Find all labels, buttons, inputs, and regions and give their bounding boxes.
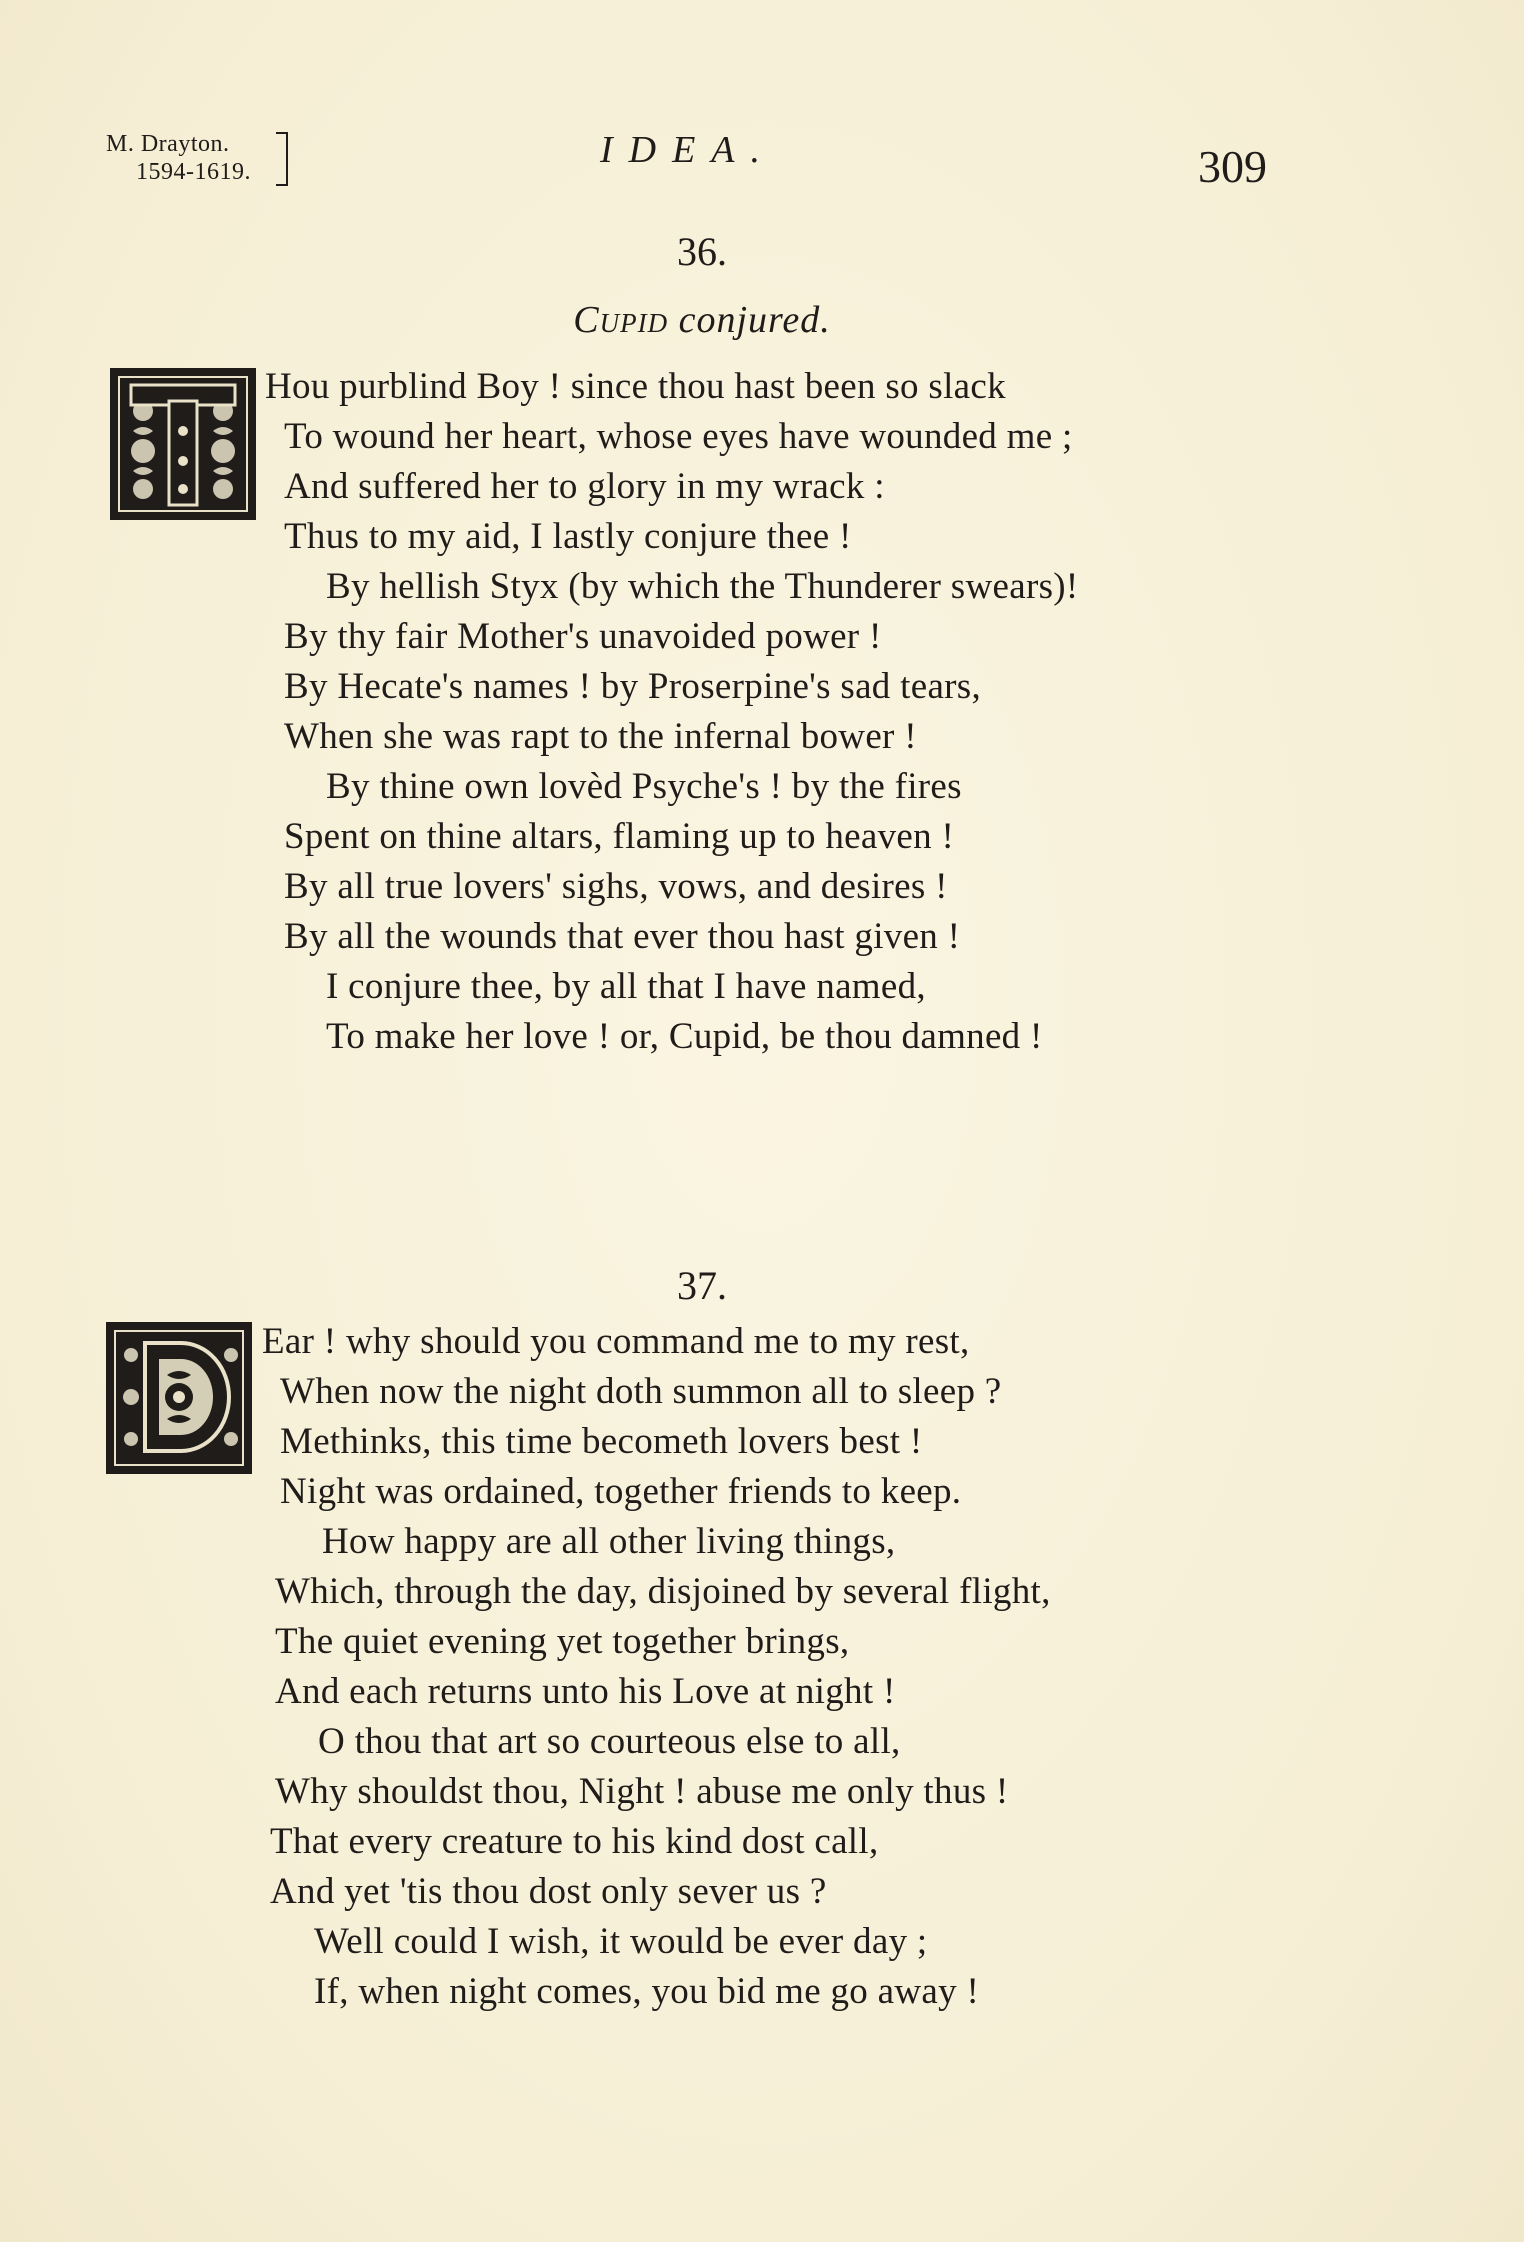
sonnet-37-line-3: Methinks, this time becometh lovers best ! — [280, 1421, 923, 1462]
sonnet-36-line-12: By all the wounds that ever thou hast given ! — [284, 916, 961, 957]
sonnet-37-line-2: When now the night doth summon all to sleep ? — [280, 1371, 1002, 1412]
author-dates: 1594-1619. — [136, 159, 251, 185]
sonnet-36-line-9: By thine own lovèd Psyche's ! by the fires — [326, 766, 962, 807]
author-bracket — [276, 132, 288, 186]
sonnet-36-title-smallcaps: Cupid — [573, 299, 669, 341]
author-name: M. Drayton. — [106, 131, 230, 157]
sonnet-37-line-4: Night was ordained, together friends to keep. — [280, 1471, 962, 1512]
sonnet-37-line-7: The quiet evening yet together brings, — [275, 1621, 850, 1662]
sonnet-37-number: 37. — [677, 1263, 727, 1308]
drop-cap-t-ornament — [110, 368, 256, 520]
sonnet-36-line-5: By hellish Styx (by which the Thunderer swears)! — [326, 566, 1079, 607]
sonnet-36-line-10: Spent on thine altars, flaming up to heaven ! — [284, 816, 955, 857]
page-number: 309 — [1198, 141, 1267, 192]
sonnet-36-title — [0, 298, 1464, 342]
sonnet-36-line-3: And suffered her to glory in my wrack : — [284, 466, 885, 507]
sonnet-36-number: 36. — [677, 229, 727, 274]
sonnet-37-line-13: Well could I wish, it would be ever day ; — [314, 1921, 928, 1962]
sonnet-37-line-10: Why shouldst thou, Night ! abuse me only thus ! — [275, 1771, 1009, 1812]
sonnet-36-line-7: By Hecate's names ! by Proserpine's sad tears, — [284, 666, 982, 707]
sonnet-36-line-1: Hou purblind Boy ! since thou hast been so slack — [265, 366, 1006, 407]
sonnet-36-title-rest: conjured. — [668, 299, 831, 341]
sonnet-37-line-9: O thou that art so courteous else to all, — [318, 1721, 901, 1762]
sonnet-37-line-1: Ear ! why should you command me to my rest, — [262, 1321, 970, 1362]
sonnet-37-line-12: And yet 'tis thou dost only sever us ? — [270, 1871, 827, 1912]
sonnet-36-line-8: When she was rapt to the infernal bower ! — [284, 716, 917, 757]
running-title: IDEA. — [600, 129, 777, 171]
sonnet-36-line-11: By all true lovers' sighs, vows, and desires ! — [284, 866, 948, 907]
sonnet-37-line-5: How happy are all other living things, — [322, 1521, 896, 1562]
author-note — [106, 130, 296, 186]
sonnet-37-line-11: That every creature to his kind dost call, — [270, 1821, 879, 1862]
sonnet-36-line-4: Thus to my aid, I lastly conjure thee ! — [284, 516, 852, 557]
sonnet-36-line-6: By thy fair Mother's unavoided power ! — [284, 616, 882, 657]
sonnet-36-line-2: To wound her heart, whose eyes have wounded me ; — [284, 416, 1073, 457]
sonnet-37-line-6: Which, through the day, disjoined by several flight, — [275, 1571, 1051, 1612]
drop-cap-d-ornament — [106, 1322, 252, 1474]
sonnet-36-line-14: To make her love ! or, Cupid, be thou damned ! — [326, 1016, 1043, 1057]
ornamental-initial-icon — [109, 1325, 249, 1471]
ornamental-initial-icon — [113, 371, 253, 517]
sonnet-37-line-8: And each returns unto his Love at night ! — [275, 1671, 896, 1712]
sonnet-36-line-13: I conjure thee, by all that I have named, — [326, 966, 926, 1007]
sonnet-37-line-14: If, when night comes, you bid me go away ! — [314, 1971, 980, 2012]
